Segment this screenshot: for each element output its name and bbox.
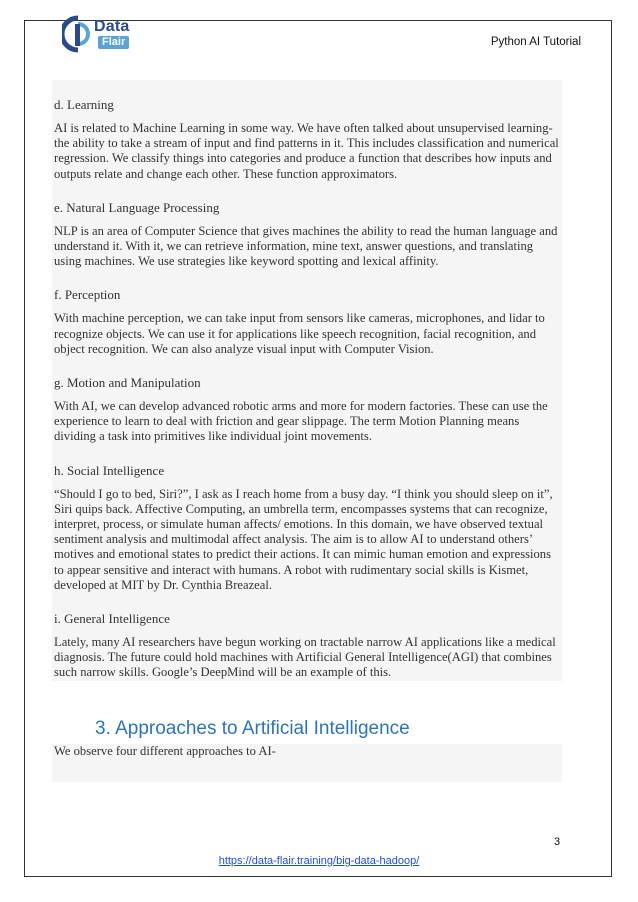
approaches-intro: We observe four different approaches to AI- [52,744,562,782]
section-title: i. General Intelligence [54,611,170,627]
section-title: d. Learning [54,97,114,112]
page-number: 3 [554,836,561,848]
section-body: AI is related to Machine Learning in some way. We have often talked about unsupervised learning- the ability to take a stream of input and find patterns in it. This includes classification and numerical regression. We classify things into categories and produce a function that describes how inputs and outputs relate and change each other. These function approximators. [54,121,559,181]
approaches-heading: 3. Approaches to Artificial Intelligence [95,718,410,739]
section-body: With AI, we can develop advanced robotic arms and more for modern factories. These can use the experience to learn to deal with friction and gear slippage. The term Motion Planning means dividing a task into primitives like individual joint movements. [54,399,548,444]
section-body: “Should I go to bed, Siri?”, I ask as I reach home from a busy day. “I think you should sleep on it”, Siri quips back. Affective Computing, an umbrella term, encompasses systems that can recognize, interpret, process, or simulate human affects/ emotions. In this domain, we have observed textual sentiment analysis and multimodal affect analysis. The aim is to allow AI to understand others’ motives and emotional states to predict their actions. It can mimic human emotion and expressions to appear sensitive and interact with humans. A robot with rudimentary social skills is Kismet, developed at MIT by Dr. Cynthia Breazeal. [54,486,553,592]
footer-link[interactable]: https://data-flair.training/big-data-hadoop/ [218,855,420,867]
dataflair-logo [62,14,162,56]
section-learning [52,80,562,182]
header-title: Python AI Tutorial [490,36,581,48]
section-body: Lately, many AI researchers have begun working on tractable narrow AI applications like a medical diagnosis. The future could hold machines with Artificial General Intelligence(AGI) that combines such narrow skills. Google’s DeepMind will be an example of this. [54,635,556,680]
section-title: f. Perception [54,287,121,303]
section-title: h. Social Intelligence [54,462,165,478]
section-nlp [52,182,562,270]
section-social [52,445,562,593]
content-area [52,80,562,681]
logo-word-flair: Flair [98,36,129,49]
section-body: NLP is an area of Computer Science that gives machines the ability to read the human language and understand it. With it, we can retrieve information, mine text, answer questions, and translating using machines. We use strategies like keyword spotting and lexical affinity. [54,223,558,269]
logo-word-data: Data [94,18,130,35]
dataflair-logo-icon [62,14,94,54]
section-general [52,593,562,681]
section-motion [52,357,562,445]
section-perception [52,269,562,357]
section-title: e. Natural Language Processing [54,199,220,215]
section-body: With machine perception, we can take input from sensors like cameras, microphones, and lidar to recognize objects. We can use it for applications like speech recognition, facial recognition, and object recognition. We can also analyze visual input with Computer Vision. [54,311,545,356]
section-title: g. Motion and Manipulation [54,375,201,391]
